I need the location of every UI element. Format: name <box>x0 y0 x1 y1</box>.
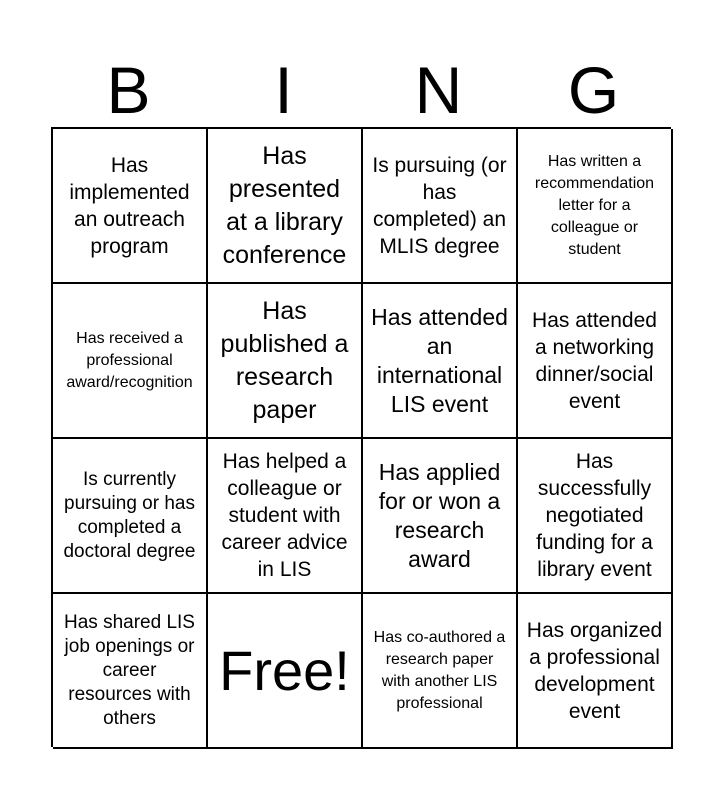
bingo-cell-text: Has shared LIS job openings or career resources with others <box>64 611 195 729</box>
bingo-board <box>51 127 671 747</box>
header-letter-g: G <box>567 53 620 127</box>
bingo-cell-11[interactable] <box>363 439 518 594</box>
bingo-cell-5[interactable] <box>53 284 208 439</box>
bingo-cell-text: Has received a professional award/recognition <box>66 329 193 391</box>
bingo-cell-text: Has attended an international LIS event <box>371 303 508 417</box>
bingo-cell-9[interactable] <box>53 439 208 594</box>
bingo-cell-1[interactable] <box>53 129 208 284</box>
bingo-cell-free[interactable] <box>208 594 363 749</box>
header-letter-n: N <box>414 53 463 127</box>
bingo-cell-3[interactable] <box>363 129 518 284</box>
bingo-cell-15[interactable] <box>363 594 518 749</box>
bingo-cell-text: Has attended a networking dinner/social event <box>532 308 657 413</box>
bingo-cell-8[interactable] <box>518 284 673 439</box>
bingo-cell-text: Has successfully negotiated funding for a library event <box>536 450 653 581</box>
bingo-cell-text: Has presented at a library conference <box>222 141 347 269</box>
bingo-cell-text: Has helped a colleague or student with career advice in LIS <box>221 450 348 581</box>
bingo-cell-text: Has applied for or won a research award <box>378 458 501 572</box>
bingo-cell-10[interactable] <box>208 439 363 594</box>
bingo-cell-13[interactable] <box>53 594 208 749</box>
free-space-label: Free! <box>219 638 350 702</box>
bingo-cell-2[interactable] <box>208 129 363 284</box>
bingo-cell-4[interactable] <box>518 129 673 284</box>
bingo-cell-text: Is currently pursuing or has completed a doctoral degree <box>63 468 196 562</box>
header-letter-b: B <box>106 53 151 127</box>
bingo-cell-text: Has co-authored a research paper with another LIS professional <box>373 628 506 712</box>
bingo-header <box>51 52 671 128</box>
bingo-cell-text: Is pursuing (or has completed) an MLIS degree <box>372 153 507 258</box>
bingo-cell-16[interactable] <box>518 594 673 749</box>
bingo-cell-text: Has organized a professional development event <box>526 618 663 723</box>
header-letter-i: I <box>274 53 293 127</box>
bingo-cell-6[interactable] <box>208 284 363 439</box>
bingo-cell-text: Has written a recommendation letter for a colleague or student <box>534 152 655 258</box>
bingo-cell-7[interactable] <box>363 284 518 439</box>
bingo-cell-text: Has published a research paper <box>220 296 349 424</box>
bingo-cell-text: Has implemented an outreach program <box>69 153 190 258</box>
bingo-cell-12[interactable] <box>518 439 673 594</box>
